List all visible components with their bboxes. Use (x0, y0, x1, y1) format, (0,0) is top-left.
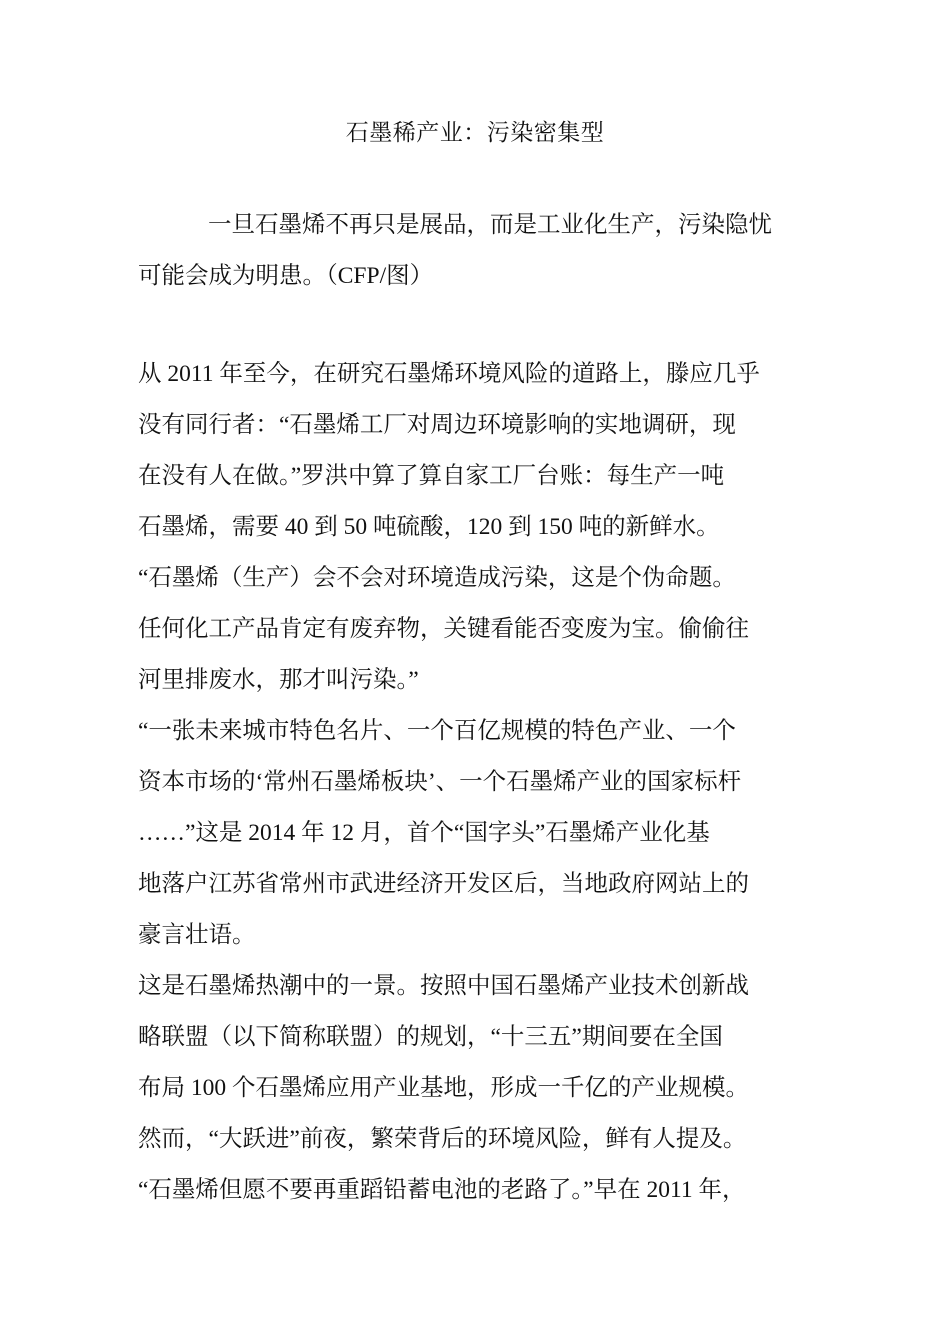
caption-line: 可能会成为明患。（CFP/图） (138, 263, 434, 289)
body-line: “石墨烯（生产）会不会对环境造成污染，这是个伪命题。 (138, 565, 736, 591)
body-line: 河里排废水，那才叫污染。” (138, 667, 419, 693)
caption-line: 一旦石墨烯不再只是展品，而是工业化生产，污染隐忧 (208, 212, 772, 238)
body-line: 在没有人在做。”罗洪中算了算自家工厂台账：每生产一吨 (138, 463, 725, 489)
body-line: 石墨烯，需要 40 到 50 吨硫酸，120 到 150 吨的新鲜水。 (138, 514, 720, 540)
body-line: “一张未来城市特色名片、一个百亿规模的特色产业、一个 (138, 718, 736, 744)
body-line: 没有同行者：“石墨烯工厂对周边环境影响的实地调研，现 (138, 412, 736, 438)
body-line: 布局 100 个石墨烯应用产业基地，形成一千亿的产业规模。 (138, 1075, 749, 1101)
article-body (138, 349, 828, 1216)
body-line: 然而，“大跃进”前夜，繁荣背后的环境风险，鲜有人提及。 (138, 1126, 747, 1152)
body-line: 任何化工产品肯定有废弃物，关键看能否变废为宝。偷偷往 (138, 616, 749, 642)
body-line: 豪言壮语。 (138, 922, 256, 948)
body-line: 资本市场的‘常州石墨烯板块’、一个石墨烯产业的国家标杆 (138, 769, 742, 795)
body-line: “石墨烯但愿不要再重蹈铅蓄电池的老路了。”早在 2011 年， (138, 1177, 746, 1203)
body-line: 略联盟（以下简称联盟）的规划，“十三五”期间要在全国 (138, 1024, 723, 1050)
body-line: 从 2011 年至今，在研究石墨烯环境风险的道路上，滕应几乎 (138, 361, 760, 387)
body-line: ……”这是 2014 年 12 月，首个“国字头”石墨烯产业化基 (138, 820, 710, 846)
image-caption (138, 200, 828, 302)
body-line: 这是石墨烯热潮中的一景。按照中国石墨烯产业技术创新战 (138, 973, 749, 999)
body-line: 地落户江苏省常州市武进经济开发区后，当地政府网站上的 (138, 871, 749, 897)
document-title: 石墨稀产业：污染密集型 (345, 120, 605, 145)
